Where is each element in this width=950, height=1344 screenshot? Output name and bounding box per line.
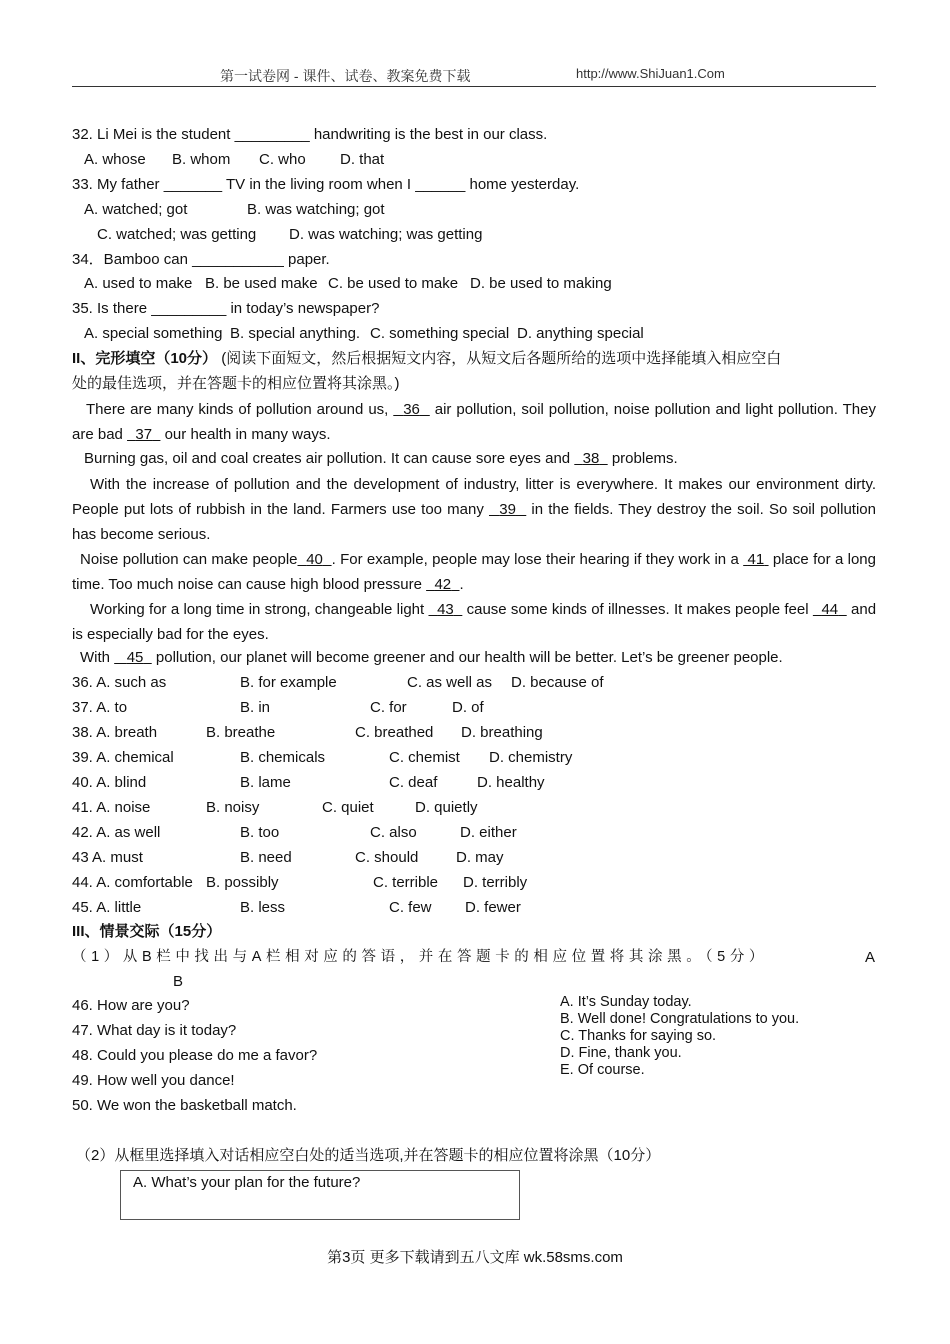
- opt39-d: D. chemistry: [489, 749, 573, 766]
- header-url: http://www.ShiJuan1.Com: [576, 66, 725, 81]
- answer-b: B. Well done! Congratulations to you.: [560, 1011, 800, 1027]
- opt42-a: 42. A. as well: [72, 824, 161, 841]
- opt37-d: D. of: [452, 699, 484, 716]
- q35-option-a: A. special something: [84, 325, 223, 342]
- opt36-a: 36. A. such as: [72, 674, 167, 691]
- q34-option-a: A. used to make: [84, 275, 193, 292]
- blank-45: 45: [126, 649, 144, 666]
- opt36-d: D. because of: [511, 674, 604, 691]
- situation-part1-instruction: （1）从B栏中找出与A栏相对应的答语，并在答题卡的相应位置将其涂黑。（5分）: [72, 949, 769, 965]
- opt41-d: D. quietly: [415, 799, 478, 816]
- opt43-b: B. need: [240, 849, 292, 866]
- opt44-a: 44. A. comfortable: [72, 874, 193, 891]
- opt45-b: B. less: [240, 899, 286, 916]
- blank-38: 38: [582, 450, 600, 467]
- opt41-a: 41. A. noise: [72, 799, 151, 816]
- answer-a: A. It’s Sunday today.: [560, 994, 692, 1010]
- opt39-c: C. chemist: [389, 749, 460, 766]
- opt41-c: C. quiet: [322, 799, 374, 816]
- blank-43: 43: [437, 601, 454, 618]
- cloze-paragraph-1: There are many kinds of pollution around us, 36 air pollution, soil pollution, noise pollution and light pollution. They are bad 37 our health in many ways.: [72, 401, 876, 443]
- q34-option-c: C. be used to make: [328, 275, 459, 292]
- answer-e: E. Of course.: [560, 1062, 645, 1078]
- opt40-d: D. healthy: [477, 774, 545, 791]
- header-site: 第一试卷网 - 课件、试卷、教案免费下载: [220, 68, 471, 84]
- q32-option-d: D. that: [340, 151, 385, 168]
- opt45-d: D. fewer: [465, 899, 521, 916]
- opt38-d: D. breathing: [461, 724, 543, 741]
- question-33: 33. My father _______ TV in the living room when I ______ home yesterday.: [72, 176, 580, 193]
- dialogue-q46: 46. How are you?: [72, 997, 190, 1014]
- cloze-heading: II、完形填空（10分）: [72, 350, 218, 367]
- q34-option-d: D. be used to making: [470, 275, 612, 292]
- question-34: 34．Bamboo can ___________ paper.: [72, 251, 330, 268]
- opt38-c: C. breathed: [355, 724, 434, 741]
- dialogue-q48: 48. Could you please do me a favor?: [72, 1047, 318, 1064]
- opt40-a: 40. A. blind: [72, 774, 147, 791]
- blank-40: 40: [306, 551, 323, 568]
- opt40-c: C. deaf: [389, 774, 438, 791]
- opt44-d: D. terribly: [463, 874, 528, 891]
- dialogue-q49: 49. How well you dance!: [72, 1072, 235, 1089]
- opt43-d: D. may: [456, 849, 504, 866]
- opt42-c: C. also: [370, 824, 417, 841]
- opt44-c: C. terrible: [373, 874, 439, 891]
- blank-44: 44: [821, 601, 839, 618]
- opt45-a: 45. A. little: [72, 899, 142, 916]
- blank-39: 39: [499, 501, 516, 518]
- q35-option-c: C. something special: [370, 325, 510, 342]
- opt38-b: B. breathe: [206, 724, 276, 741]
- opt39-a: 39. A. chemical: [72, 749, 174, 766]
- opt43-a: 43 A. must: [72, 849, 143, 866]
- question-32: 32. Li Mei is the student _________ handwriting is the best in our class.: [72, 126, 548, 143]
- blank-42: 42: [434, 576, 452, 593]
- blank-37: 37: [135, 426, 153, 443]
- opt37-a: 37. A. to: [72, 699, 128, 716]
- q32-option-c: C. who: [259, 151, 306, 168]
- opt39-b: B. chemicals: [240, 749, 326, 766]
- opt41-b: B. noisy: [206, 799, 260, 816]
- opt44-b: B. possibly: [206, 874, 279, 891]
- options-box: [120, 1170, 520, 1220]
- q33-option-b: B. was watching; got: [247, 201, 385, 218]
- q32-option-a: A. whose: [84, 151, 146, 168]
- q35-option-d: D. anything special: [517, 325, 644, 342]
- cloze-paragraph-6: With 45 pollution, our planet will become greener and our health will be better. Let’s be greener people.: [80, 649, 783, 666]
- q34-option-b: B. be used make: [205, 275, 318, 292]
- opt37-c: C. for: [370, 699, 407, 716]
- cloze-paragraph-2: Burning gas, oil and coal creates air pollution. It can cause sore eyes and 38 problems.: [84, 450, 678, 467]
- page-footer: 第3页 更多下载请到五八文库 wk.58sms.com: [327, 1249, 623, 1266]
- column-a-label: A: [865, 949, 876, 966]
- opt37-b: B. in: [240, 699, 271, 716]
- column-b-label: B: [173, 973, 184, 990]
- question-35: 35. Is there _________ in today’s newspaper?: [72, 300, 380, 317]
- q33-option-d: D. was watching; was getting: [289, 226, 483, 243]
- opt45-c: C. few: [389, 899, 432, 916]
- dialogue-q50: 50. We won the basketball match.: [72, 1097, 297, 1114]
- situation-heading: III、情景交际（15分）: [72, 923, 222, 940]
- q33-option-c: C. watched; was getting: [97, 226, 257, 243]
- cloze-instruction-1: (阅读下面短文，然后根据短文内容，从短文后各题所给的选项中选择能填入相应空白: [221, 350, 782, 367]
- q35-option-b: B. special anything.: [230, 325, 361, 342]
- opt36-c: C. as well as: [407, 674, 493, 691]
- page-header: [72, 64, 876, 87]
- cloze-instruction-2: 处的最佳选项，并在答题卡的相应位置将其涂黑。): [72, 375, 400, 392]
- opt40-b: B. lame: [240, 774, 291, 791]
- options-box-first: A. What’s your plan for the future?: [133, 1174, 361, 1191]
- cloze-heading-line: [72, 349, 781, 369]
- cloze-paragraph-5: Working for a long time in strong, changeable light 43 cause some kinds of illnesses. It makes people feel 44 and is especially bad for the eyes.: [72, 601, 877, 643]
- opt36-b: B. for example: [240, 674, 337, 691]
- answer-d: D. Fine, thank you.: [560, 1045, 682, 1061]
- q33-option-a: A. watched; got: [84, 201, 188, 218]
- opt42-b: B. too: [240, 824, 280, 841]
- opt38-a: 38. A. breath: [72, 724, 158, 741]
- opt42-d: D. either: [460, 824, 517, 841]
- dialogue-q47: 47. What day is it today?: [72, 1022, 237, 1039]
- q32-option-b: B. whom: [172, 151, 231, 168]
- opt43-c: C. should: [355, 849, 419, 866]
- blank-41: 41: [747, 551, 765, 568]
- cloze-paragraph-3: With the increase of pollution and the development of industry, litter is everywhere. It makes our environment dirty. People put lots of rubbish in the land. Farmers use too many 39 in the fields. They destroy the soil. So soil pollution has become serious.: [72, 476, 876, 543]
- blank-36: 36: [403, 401, 420, 418]
- cloze-paragraph-4: Noise pollution can make people 40 . For example, people may lose their hearing if they work in a 41 place for a long time. Too much noise can cause high blood pressure 42 .: [72, 551, 876, 593]
- answer-c: C. Thanks for saying so.: [560, 1028, 717, 1044]
- answer-list: [560, 994, 799, 1079]
- situation-part2-instruction: （2）从框里选择填入对话相应空白处的适当选项,并在答题卡的相应位置将涂黑（10分）: [76, 1147, 661, 1164]
